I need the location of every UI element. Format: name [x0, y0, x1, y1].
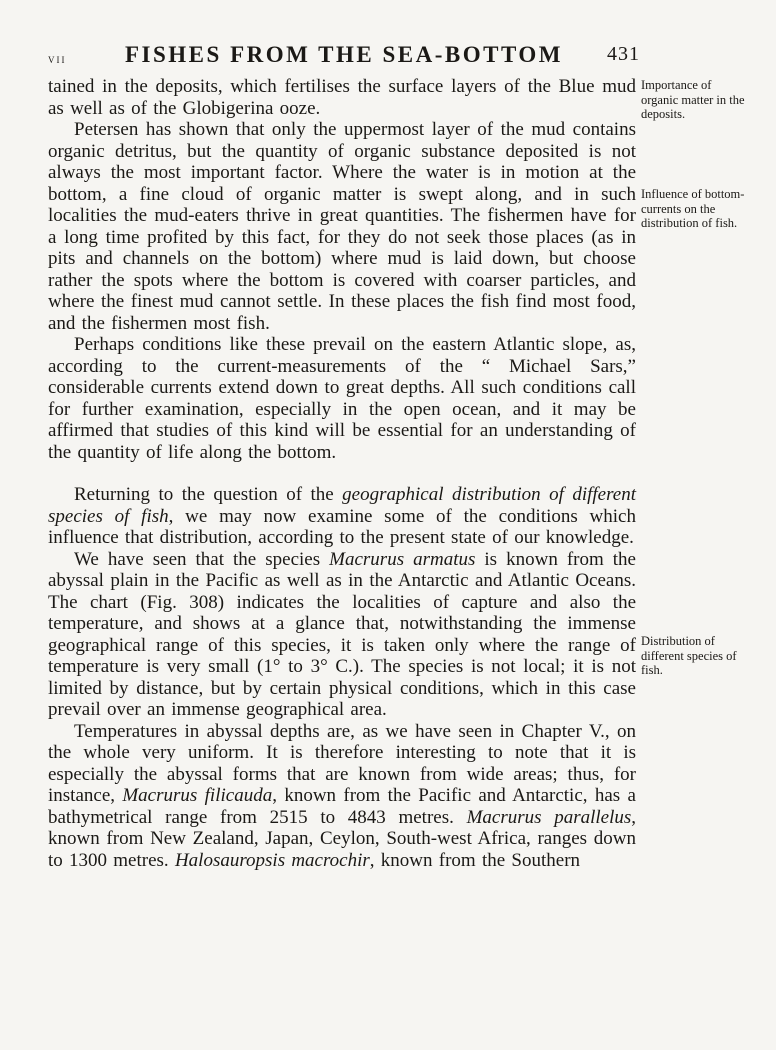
text-run: We have seen that the species: [74, 548, 330, 570]
text-run: , known from the Pacific and Antarctic, has a bathymetrical range from 2515 to 4843 metres.: [48, 785, 636, 828]
paragraph: [48, 549, 636, 721]
text-run: , known from New Zealand, Japan, Ceylon, South-west Africa, ranges down to 1300 metres.: [48, 806, 636, 871]
paragraph: [48, 721, 636, 872]
margin-note: Influence of bottom-currents on the distribution of fish.: [641, 187, 745, 230]
text-run: tained in the deposits, which fertilises the surface layers of the Blue mud as well as of the Globigerina ooze.: [48, 76, 636, 119]
species-name-italic: Macrurus armatus: [329, 548, 476, 570]
text-run: is known from the abyssal plain in the Pacific as well as in the Antarctic and Atlantic Oceans. The chart (Fig. 308) indicates the localities of capture and also the temperature, and shows at a glance that, notwithstanding the immense geographical range of this species, it is taken only where the range of temperature is very small (1° to 3° C.). The species is not local; it is not limited by distance, but by certain physical conditions, which in this case prevail over an immense geographical area.: [48, 548, 636, 720]
paragraph: [48, 76, 636, 119]
paragraph: [48, 334, 636, 463]
species-name-italic: geographical distribution of different species of fish: [48, 484, 637, 527]
paragraph: [48, 119, 636, 334]
species-name-italic: Macrurus filicauda: [122, 785, 273, 806]
species-name-italic: Halosauropsis macrochir: [174, 849, 370, 871]
margin-note: Distribution of different species of fish.: [641, 634, 737, 677]
page-title: FISHES FROM THE SEA-BOTTOM: [125, 42, 563, 67]
text-run: Perhaps conditions like these prevail on the eastern Atlantic slope, as, according to the current-measurements of the “ Michael Sars,” considerable currents extend down to great depths. All such conditions call for further examination, especially in the open ocean, and it may be affirmed that studies of this kind will be essential for an understanding of the quantity of life along the bottom.: [48, 334, 636, 463]
chapter-number: vii: [48, 51, 67, 66]
species-name-italic: Macrurus parallelus: [466, 806, 632, 828]
body-text: [48, 76, 636, 871]
text-run: Returning to the question of the: [74, 484, 343, 505]
text-run: Petersen has shown that only the uppermost layer of the mud contains organic detritus, but the quantity of organic substance deposited is not always the most important factor. Where the water is in motion at the bottom, a fine cloud of organic matter is swept along, and in such localities the mud-eaters thrive in great quantities. The fishermen have for a long time profited by this fact, for they do not seek those places (as in pits and channels on the bottom) where mud is laid down, but choose rather the spots where the bottom is covered with coarser particles, and where the finest mud cannot settle. In these places the fish find most food, and the fishermen most fish.: [48, 119, 636, 334]
margin-note: Importance of organic matter in the deposits.: [641, 78, 745, 121]
paragraph: [48, 484, 636, 549]
text-run: , known from the Southern: [369, 849, 581, 871]
running-header: [48, 42, 640, 72]
text-run: Temperatures in abyssal depths are, as we have seen in Chapter V., on the whole very uniform. It is therefore interesting to note that it is especially the abyssal forms that are known from wide areas; thus, for instance,: [48, 720, 636, 806]
text-run: , we may now examine some of the conditions which influence that distribution, according to the present state of our knowledge.: [48, 505, 636, 548]
page-number: 431: [607, 43, 640, 65]
